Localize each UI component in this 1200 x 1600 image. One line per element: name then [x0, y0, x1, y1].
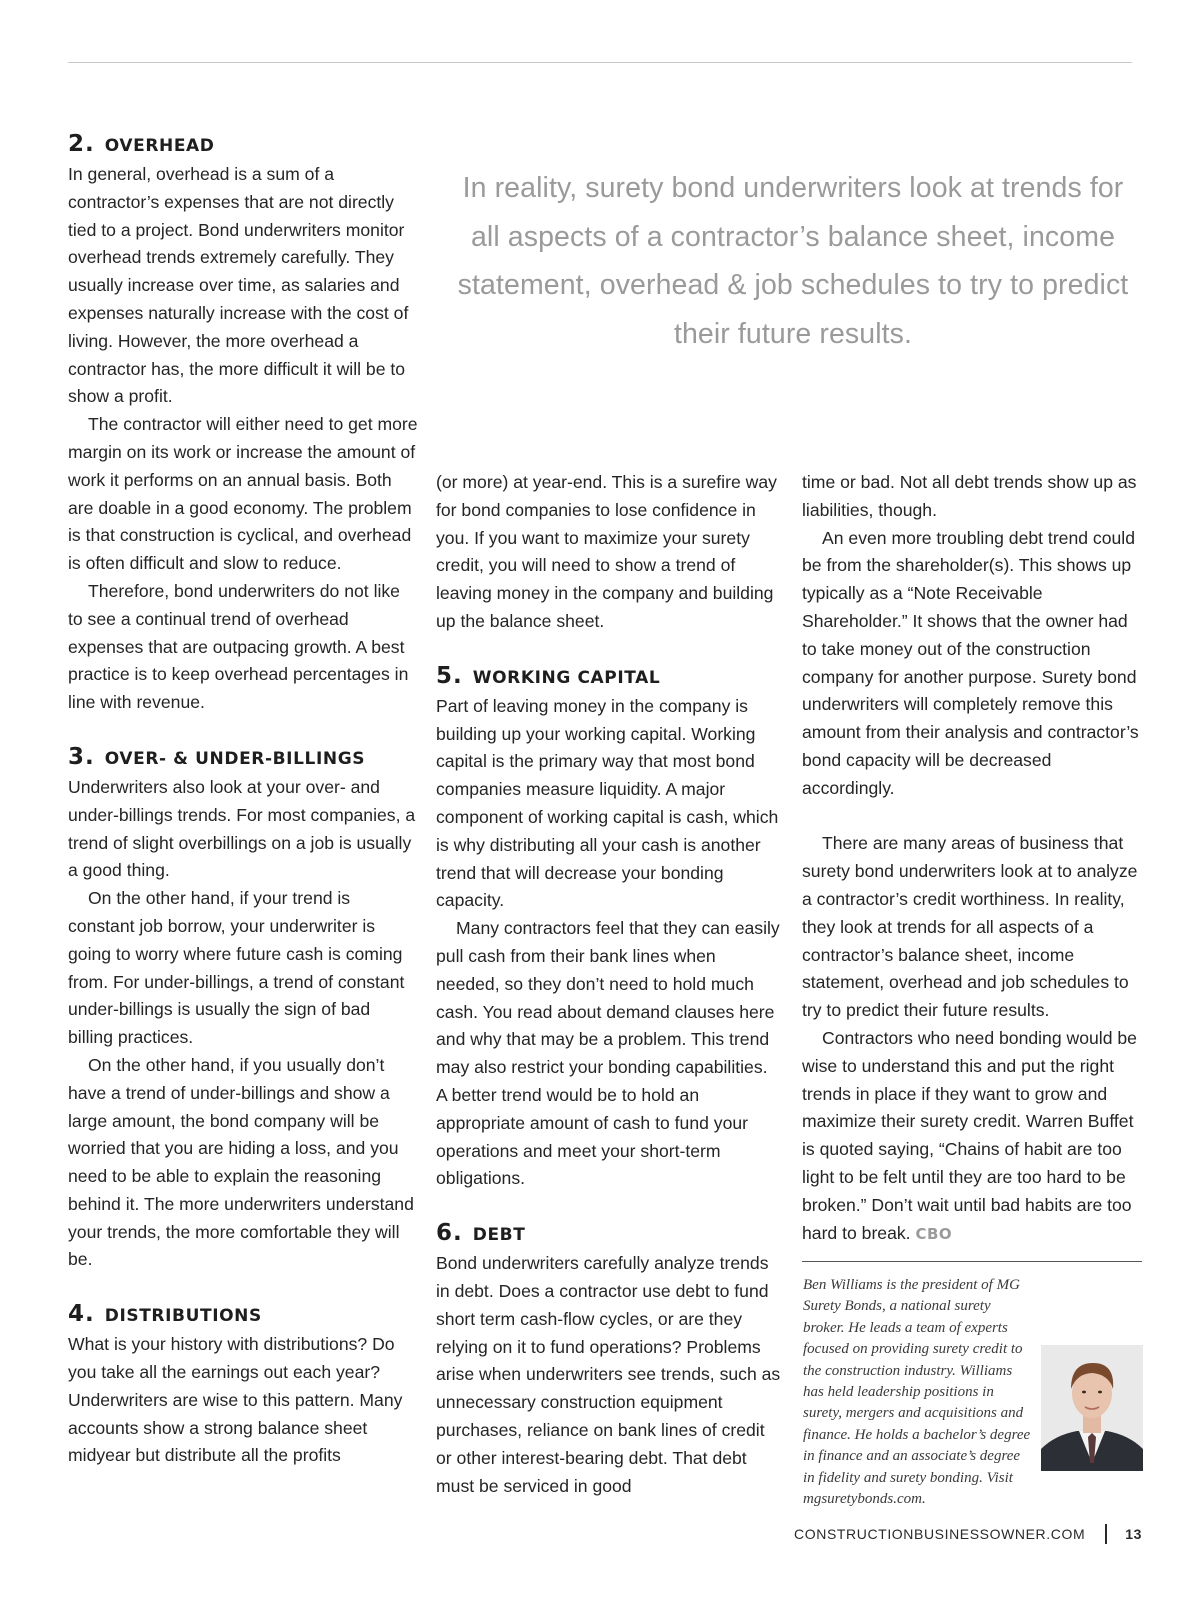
section-heading — [68, 1301, 418, 1331]
column-2 — [436, 469, 781, 1500]
page-footer — [794, 1524, 1142, 1544]
section-number: 2. — [68, 131, 95, 157]
paragraph-text: Contractors who need bonding would be wise to understand this and put the right trends in place if they want to grow and maximize their surety credit. Warren Buffet is quoted saying, “Chains of habit are too light to be felt until they are too hard to be broken.” Don’t wait until bad habits are too hard to break. — [802, 1027, 1137, 1243]
paragraph: Bond underwriters carefully analyze trends in debt. Does a contractor use debt to fund short term cash-flow cycles, or are they relying on it to fund operations? Problems arise when underwriters see trends, such as unnecessary construction equipment purchases, reliance on bank lines of credit or other interest-bearing debt. That debt must be serviced in good — [436, 1253, 781, 1496]
section-title: OVERHEAD — [104, 136, 215, 156]
section-working-capital — [436, 663, 781, 1193]
section-number: 6. — [436, 1220, 463, 1247]
paragraph: Underwriters also look at your over- and under-billings trends. For most companies, a trend of slight overbillings on a job is usually a good thing. — [68, 776, 416, 881]
paragraph: On the other hand, if you usually don’t have a trend of under-billings and show a large amount, the bond company will be worried that you are hiding a loss, and you need to be able to explain the reasoning behind it. The more underwriters understand your trends, the more comfortable they will be. — [68, 1054, 414, 1270]
section-title: DEBT — [472, 1225, 526, 1246]
section-heading — [68, 131, 418, 161]
footer-separator — [1105, 1524, 1107, 1544]
top-divider — [68, 62, 1132, 63]
paragraph: What is your history with distributions? Do you take all the earnings out each year? Underwriters are wise to this pattern. Many accounts show a strong balance sheet midyear but distribute all the profits — [68, 1334, 403, 1466]
page-number: 13 — [1125, 1526, 1142, 1542]
section-number: 3. — [68, 743, 95, 770]
footer-site: CONSTRUCTIONBUSINESSOWNER.COM — [794, 1526, 1086, 1542]
paragraph — [802, 1025, 1142, 1248]
paragraph: (or more) at year-end. This is a surefire way for bond companies to lose confidence in you. If you want to maximize your surety credit, you will need to show a trend of leaving money in the company and building up the balance sheet. — [436, 472, 777, 631]
paragraph: On the other hand, if your trend is constant job borrow, your underwriter is going to worry where future cash is coming from. For under-billings, a trend of constant under-billings is usually the sign of bad billing practices. — [68, 888, 405, 1048]
paragraph: Part of leaving money in the company is building up your working capital. Working capital is the primary way that most bond companies measure liquidity. A major component of working capital is cash, which is why distributing all your cash is another trend that will decrease your bonding capacity. — [436, 695, 779, 911]
paragraph: An even more troubling debt trend could be from the shareholder(s). This shows up typically as a “Note Receivable Shareholder.” It shows that the owner had to take money out of the construction company for another purpose. Surety bond underwriters will completely remove this amount from their analysis and contractor’s bond capacity will be decreased accordingly. — [802, 527, 1139, 798]
author-photo — [1041, 1345, 1143, 1471]
paragraph: Many contractors feel that they can easily pull cash from their bank lines when needed, so they don’t need to hold much cash. You read about demand clauses here and why that may be a problem. This trend may also restrict your bonding capabilities. A better trend would be to hold an appropriate amount of cash to fund your operations and meet your short-term obligations. — [436, 918, 780, 1189]
section-number: 4. — [68, 1301, 95, 1328]
paragraph: There are many areas of business that surety bond underwriters look at to analyze a contractor’s credit worthiness. In reality, they look at trends for all aspects of a contractor’s balance sheet, income statement, overhead and job schedules to try to predict their future results. — [802, 833, 1138, 1021]
section-billings — [68, 744, 418, 1274]
column-3 — [802, 469, 1142, 1248]
section-title: OVER- & UNDER-BILLINGS — [104, 748, 366, 769]
column-1 — [68, 131, 418, 1470]
bio-divider — [802, 1261, 1142, 1262]
bio-text: Ben Williams is the president of MG Surety Bonds, a national surety broker. He leads a team of experts focused on providing surety credit to the construction industry. Williams has held leadership positions in surety, mergers and acquisitions and finance. He holds a bachelor’s degree in finance and an associate’s degree in fidelity and surety bonding. Visit mgsuretybonds.com. — [803, 1277, 1031, 1508]
pull-quote: In reality, surety bond underwriters look at trends for all aspects of a contractor’s balance sheet, income statement, overhead & job schedules to try to predict their future results. — [457, 172, 1129, 350]
section-title: DISTRIBUTIONS — [104, 1306, 262, 1327]
section-distributions — [68, 1301, 418, 1470]
end-mark: CBO — [915, 1224, 953, 1243]
paragraph: Therefore, bond underwriters do not like to see a continual trend of overhead expenses that are outpacing growth. A best practice is to keep overhead percentages in line with revenue. — [68, 580, 409, 713]
section-heading — [436, 663, 781, 693]
section-title: WORKING CAPITAL — [472, 667, 661, 688]
section-heading — [436, 1220, 781, 1250]
paragraph: In general, overhead is a sum of a contractor’s expenses that are not directly tied to a project. Bond underwriters monitor overhead trends extremely carefully. They usually increase over time, as salaries and expenses naturally increase with the cost of living. However, the more overhead a contractor has, the more difficult it will be to show a profit. — [68, 164, 409, 407]
paragraph: The contractor will either need to get more margin on its work or increase the amount of work it performs on an annual basis. Both are doable in a good economy. The problem is that construction is cyclical, and overhead is often difficult and slow to reduce. — [68, 414, 418, 574]
section-debt — [436, 1220, 781, 1500]
paragraph: time or bad. Not all debt trends show up as liabilities, though. — [802, 472, 1137, 520]
section-heading — [68, 744, 418, 774]
section-overhead — [68, 131, 418, 717]
section-number: 5. — [436, 662, 463, 689]
author-bio — [803, 1275, 1143, 1510]
